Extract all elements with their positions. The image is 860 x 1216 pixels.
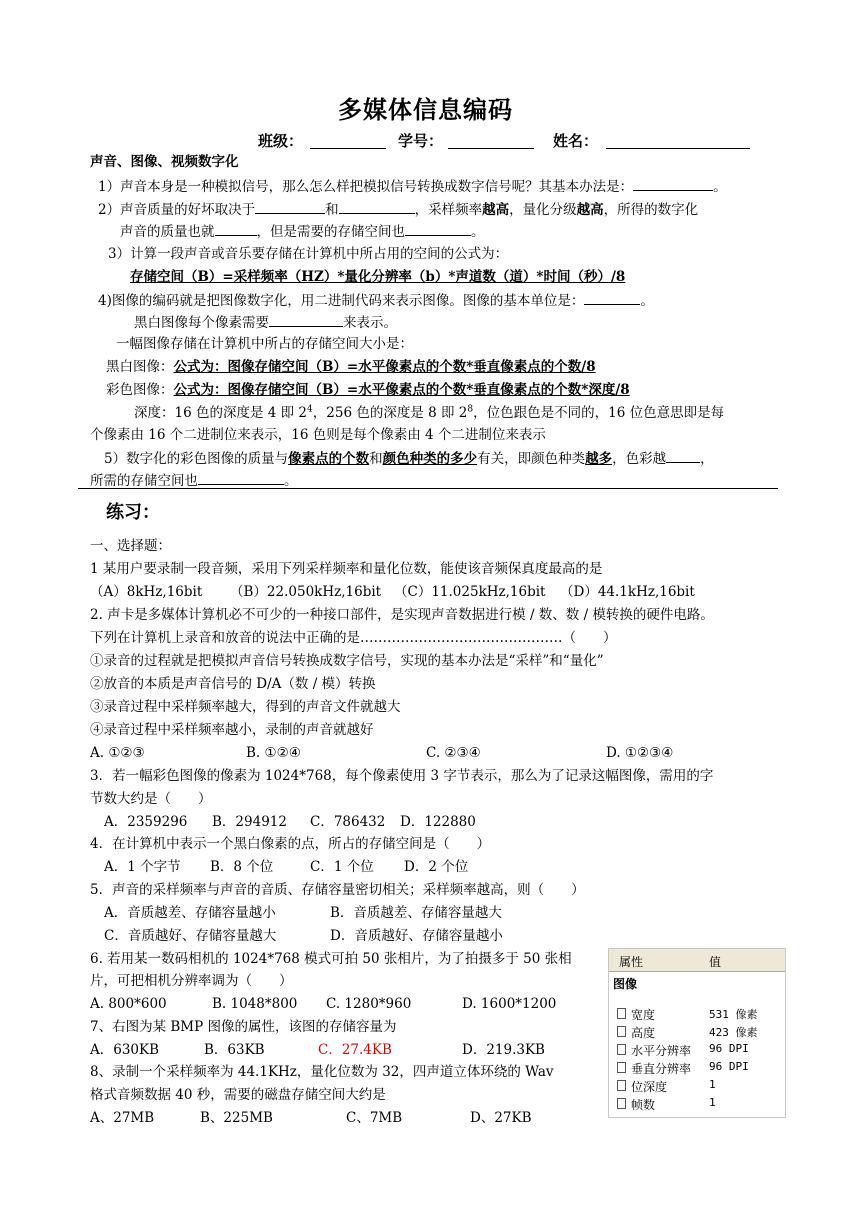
class-field[interactable] (310, 148, 386, 149)
property-row (609, 1077, 785, 1095)
page-icon (617, 1062, 626, 1073)
depth-line-2: 个像素由 16 个二进制位来表示，16 色则是每个像素由 4 个二进制位来表示 (90, 427, 546, 443)
property-row (609, 1059, 785, 1077)
paragraph-2-cont: 声音的质量也就 ，但是需要的存储空间也 。 (120, 221, 485, 242)
q1-option-b: （B）22.050kHz,16bit (230, 584, 382, 600)
student-id-field[interactable] (448, 148, 534, 149)
property-column-header: 属性 (619, 955, 644, 969)
q6-option-c: C. 1280*960 (326, 996, 412, 1012)
question-6: 6. 若用某一数码相机的 1024*768 模式可拍 50 张相片，为了拍摄多于 50 张相 (90, 951, 572, 967)
property-row (609, 1095, 785, 1113)
q1-option-d: （D）44.1kHz,16bit (560, 584, 695, 600)
section-divider (78, 488, 778, 489)
q3-option-b: B．294912 (212, 814, 287, 830)
depth-line-1: 深度：16 色的深度是 4 即 $2^4$，256 色的深度是 8 即 $2^8$，位色跟色是不同的，16 位色意思即是每 (134, 404, 725, 421)
question-5: 5．声音的采样频率与声音的音质、存储容量密切相关；采样频率越高，则（ ） (90, 882, 585, 898)
sound-storage-formula: 存储空间（B）=采样频率（HZ）*量化分辨率（b）*声道数（道）*时间（秒）/8 (130, 269, 626, 285)
page-icon (617, 1008, 626, 1019)
q2-statement-2: ②放音的本质是声音信号的 D/A（数 / 模）转换 (90, 676, 376, 692)
q3-option-c: C．786432 (310, 814, 386, 830)
name-label: 姓名： (553, 132, 599, 150)
q6-option-a: A. 800*600 (90, 996, 167, 1012)
q3-option-d: D．122880 (400, 814, 476, 830)
property-value: 96 DPI (709, 1060, 749, 1073)
property-name: 垂直分辨率 (631, 1062, 692, 1076)
property-value: 1 (709, 1078, 716, 1091)
property-row (609, 1023, 785, 1041)
paragraph-4: 4)图像的编码就是把图像数字化，用二进制代码来表示图像。图像的基本单位是： 。 (98, 290, 654, 311)
question-4: 4．在计算机中表示一个黑白像素的点，所占的存储空间是（ ） (90, 836, 491, 852)
property-name: 高度 (631, 1026, 656, 1040)
question-2: 2. 声卡是多媒体计算机必不可少的一种接口部件，是实现声音数据进行模 / 数、数 / 模转换的硬件电路。 (90, 607, 714, 623)
bmp-properties-panel (608, 948, 786, 1118)
paragraph-4c: 一幅图像存储在计算机中所占的存储空间大小是： (116, 336, 413, 352)
q5-option-d: D．音质越好、存储容量越小 (330, 928, 503, 944)
page-icon (617, 1098, 626, 1109)
question-3-cont: 节数大约是（ ） (90, 791, 212, 807)
page-icon (617, 1044, 626, 1055)
paragraph-3: 3）计算一段声音或音乐要存储在计算机中所占用的空间的公式为： (108, 246, 509, 262)
page-icon (617, 1080, 626, 1091)
q8-option-b: B、225MB (200, 1110, 273, 1126)
image-group-label: 图像 (613, 977, 638, 991)
section-heading: 声音、图像、视频数字化 (90, 154, 239, 170)
q5-option-c: C．音质越好、存储容量越大 (104, 928, 277, 944)
question-8: 8、录制一个采样频率为 44.1KHz，量化位数为 32，四声道立体环绕的 Wav (90, 1064, 554, 1080)
properties-header (609, 949, 785, 972)
property-value: 1 (709, 1096, 716, 1109)
property-name: 宽度 (631, 1008, 656, 1022)
q8-option-a: A、27MB (90, 1110, 155, 1126)
q5-option-b: B．音质越差、存储容量越大 (330, 905, 502, 921)
q5-option-a: A．音质越差、存储容量越小 (104, 905, 276, 921)
property-value: 531 像素 (709, 1008, 758, 1021)
question-8-cont: 格式音频数据 40 秒，需要的磁盘存储空间大约是 (90, 1087, 386, 1103)
q8-option-d: D、27KB (470, 1110, 532, 1126)
q8-option-c: C、7MB (346, 1110, 403, 1126)
question-6-cont: 片，可把相机分辨率调为（ ） (90, 973, 293, 989)
q2-option-d: D. ①②③④ (606, 745, 674, 761)
q7-option-d: D．219.3KB (462, 1042, 545, 1058)
bw-formula-line: 黑白图像：公式为：图像存储空间（B）=水平像素点的个数*垂直像素点的个数/8 (106, 359, 596, 375)
question-7: 7、右图为某 BMP 图像的属性，该图的存储容量为 (90, 1019, 397, 1035)
q6-option-d: D. 1600*1200 (462, 996, 557, 1012)
q2-option-c: C. ②③④ (426, 745, 481, 761)
name-field[interactable] (606, 148, 750, 149)
question-3: 3．若一幅彩色图像的像素为 1024*768，每个像素使用 3 字节表示，那么为了记录这幅图像，需用的字 (90, 768, 714, 784)
q7-option-c-answer: C．27.4KB (318, 1042, 392, 1058)
q2-statement-4: ④录音过程中采样频率越小，录制的声音就越好 (90, 722, 374, 738)
question-2-cont: 下列在计算机上录音和放音的说法中正确的是………………………………………（ ） (90, 630, 617, 646)
q2-statement-3: ③录音过程中采样频率越大，得到的声音文件就越大 (90, 699, 401, 715)
q2-option-b: B. ①②④ (246, 745, 301, 761)
q2-option-a: A. ①②③ (90, 745, 145, 761)
student-id-label: 学号： (398, 132, 444, 150)
property-value: 96 DPI (709, 1042, 749, 1055)
property-row (609, 1005, 785, 1023)
q1-option-c: （C）11.025kHz,16bit (394, 584, 546, 600)
paragraph-5-cont: 所需的存储空间也 。 (90, 470, 298, 491)
q2-statement-1: ①录音的过程就是把模拟声音信号转换成数字信号，实现的基本办法是“采样”和“量化” (90, 653, 604, 669)
q4-option-c: C．1 个位 (310, 859, 374, 875)
q4-option-a: A．1 个字节 (104, 859, 181, 875)
page-title: 多媒体信息编码 (338, 95, 513, 124)
property-name: 位深度 (631, 1080, 668, 1094)
paragraph-5: 5）数字化的彩色图像的质量与像素点的个数和颜色种类的多少有关，即颜色种类越多，色彩越 ， (104, 448, 714, 469)
q3-option-a: A．2359296 (104, 814, 188, 830)
q7-option-b: B．63KB (204, 1042, 265, 1058)
property-name: 水平分辨率 (631, 1044, 692, 1058)
q4-option-b: B．8 个位 (210, 859, 274, 875)
property-row (609, 1041, 785, 1059)
q1-option-a: （A）8kHz,16bit (90, 584, 203, 600)
property-value: 423 像素 (709, 1026, 758, 1039)
q7-option-a: A．630KB (90, 1042, 160, 1058)
color-formula-line: 彩色图像：公式为：图像存储空间（B）=水平像素点的个数*垂直像素点的个数*深度/8 (106, 382, 630, 398)
page-icon (617, 1026, 626, 1037)
paragraph-1: 1）声音本身是一种模拟信号，那么怎么样把模拟信号转换成数字信号呢？其基本办法是： 。 (98, 176, 727, 197)
class-label: 班级： (258, 132, 304, 150)
q6-option-b: B. 1048*800 (212, 996, 298, 1012)
q4-option-d: D．2 个位 (404, 859, 469, 875)
paragraph-4b: 黑白图像每个像素需要 来表示。 (134, 312, 397, 333)
practice-subheading: 一、选择题： (90, 538, 171, 554)
value-column-header: 值 (709, 955, 722, 969)
property-name: 帧数 (631, 1098, 656, 1112)
paragraph-2: 2）声音质量的好坏取决于 和 ，采样频率越高，量化分级越高，所得的数字化 (98, 199, 698, 220)
question-1: 1 某用户要录制一段音频，采用下列采样频率和量化位数，能使该音频保真度最高的是 (90, 561, 603, 577)
practice-heading: 练习： (106, 502, 160, 523)
